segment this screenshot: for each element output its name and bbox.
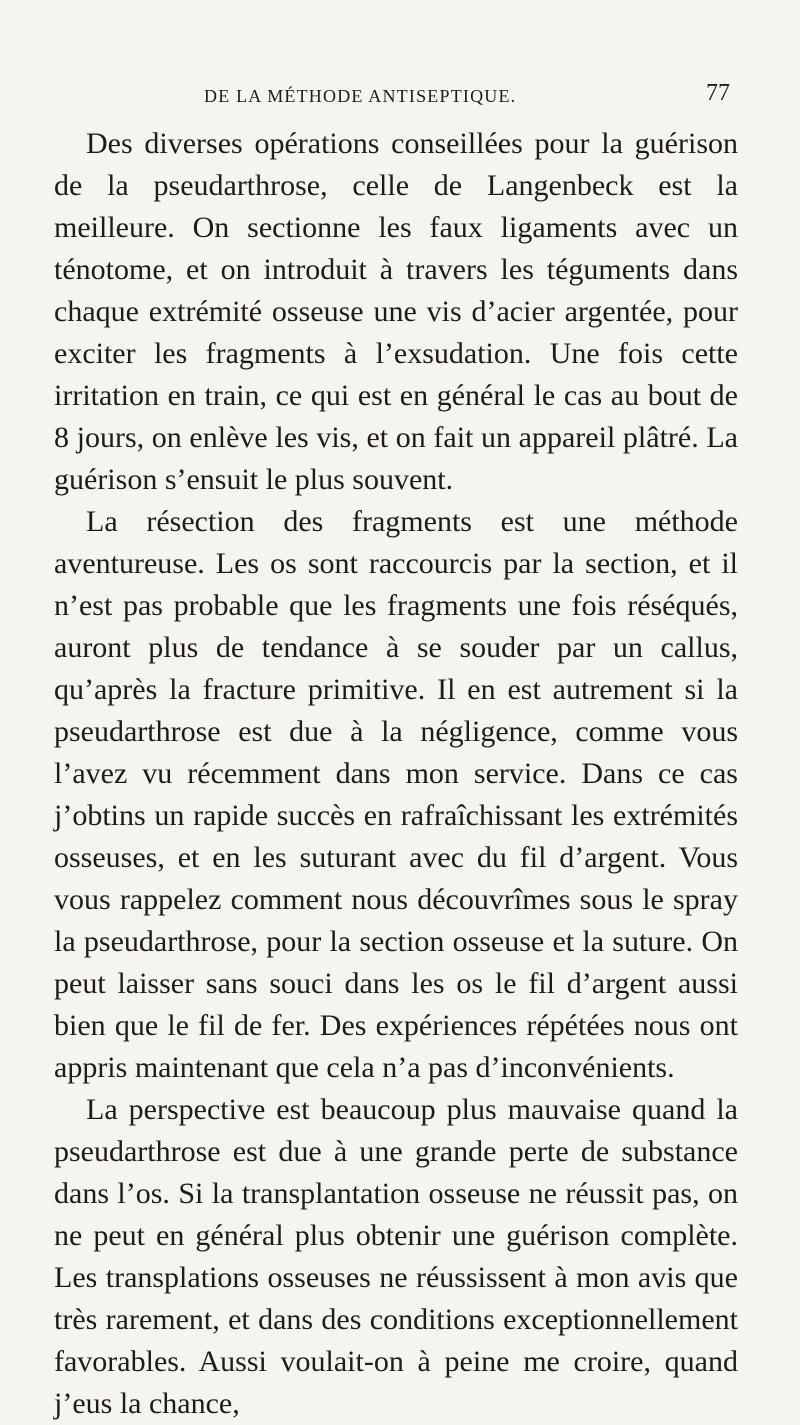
body-text <box>54 123 738 1425</box>
page-number: 77 <box>706 80 730 106</box>
paragraph-2: La résection des fragments est une méthode aventureuse. Les os sont raccourcis par la section, et il n’est pas probable que les fragments une fois réséqués, auront plus de tendance à se souder par un callus, qu’après la fracture primitive. Il en est autrement si la pseudarthrose est due à la négligence, comme vous l’avez vu récemment dans mon service. Dans ce cas j’obtins un rapide succès en rafraîchissant les extrémités osseuses, et en les suturant avec du fil d’argent. Vous vous rappelez comment nous découvrîmes sous le spray la pseudarthrose, pour la section osseuse et la suture. On peut laisser sans souci dans les os le fil d’argent aussi bien que le fil de fer. Des expériences répétées nous ont appris maintenant que cela n’a pas d’inconvénients. <box>54 505 738 1084</box>
paragraph-3: La perspective est beaucoup plus mauvaise quand la pseudarthrose est due à une grande perte de substance dans l’os. Si la transplantation osseuse ne réussit pas, on ne peut en général plus obtenir une guérison complète. Les transplations osseuses ne réussissent à mon avis que très rarement, et dans des conditions exceptionnellement favorables. Aussi voulait-on à peine me croire, quand j’eus la chance, <box>54 1093 738 1420</box>
running-title: DE LA MÉTHODE ANTISEPTIQUE. <box>204 86 517 106</box>
running-header <box>54 80 736 108</box>
paragraph-1: Des diverses opérations conseillées pour la guérison de la pseudarthrose, celle de Langenbeck est la meilleure. On sectionne les faux ligaments avec un ténotome, et on introduit à travers les téguments dans chaque extrémité osseuse une vis d’acier argentée, pour exciter les fragments à l’exsudation. Une fois cette irritation en train, ce qui est en général le cas au bout de 8 jours, on enlève les vis, et on fait un appareil plâtré. La guérison s’ensuit le plus souvent. <box>54 127 738 496</box>
